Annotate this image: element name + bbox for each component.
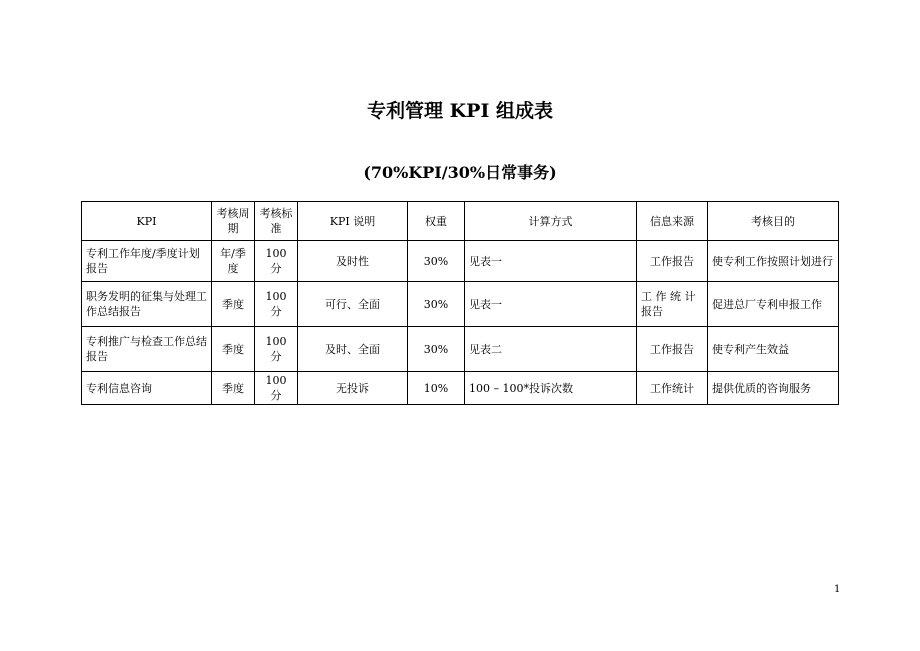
cell-standard: 100 分 <box>255 282 298 327</box>
cell-kpi: 专利信息咨询 <box>82 372 212 405</box>
page-number: 1 <box>834 584 841 595</box>
table-row <box>82 241 839 282</box>
cell-weight: 30% <box>408 327 465 372</box>
cell-calculation: 见表二 <box>465 327 637 372</box>
cell-source: 工 作 统 计 报告 <box>637 282 708 327</box>
cell-purpose: 使专利产生效益 <box>708 327 839 372</box>
cell-weight: 10% <box>408 372 465 405</box>
cell-source: 工作统计 <box>637 372 708 405</box>
cell-calculation: 100 – 100*投诉次数 <box>465 372 637 405</box>
table-row <box>82 372 839 405</box>
cell-period: 季度 <box>212 372 255 405</box>
table-header-row <box>82 202 839 241</box>
cell-purpose: 提供优质的咨询服务 <box>708 372 839 405</box>
kpi-table <box>81 201 839 405</box>
header-source: 信息来源 <box>637 202 708 241</box>
document-subtitle: (70%KPI/30%日常事务) <box>363 163 557 182</box>
header-weight: 权重 <box>408 202 465 241</box>
cell-purpose: 促进总厂专利申报工作 <box>708 282 839 327</box>
cell-standard: 100 分 <box>255 327 298 372</box>
cell-period: 季度 <box>212 327 255 372</box>
cell-kpi: 专利推广与检查工作总结报告 <box>82 327 212 372</box>
cell-source: 工作报告 <box>637 327 708 372</box>
cell-purpose: 使专利工作按照计划进行 <box>708 241 839 282</box>
cell-source: 工作报告 <box>637 241 708 282</box>
document-title: 专利管理 KPI 组成表 <box>367 100 553 122</box>
cell-period: 年/季度 <box>212 241 255 282</box>
cell-description: 及时、全面 <box>298 327 408 372</box>
table-row <box>82 282 839 327</box>
cell-description: 及时性 <box>298 241 408 282</box>
cell-calculation: 见表一 <box>465 241 637 282</box>
cell-weight: 30% <box>408 241 465 282</box>
cell-description: 可行、全面 <box>298 282 408 327</box>
cell-description: 无投诉 <box>298 372 408 405</box>
cell-weight: 30% <box>408 282 465 327</box>
header-calculation: 计算方式 <box>465 202 637 241</box>
header-standard: 考核标准 <box>255 202 298 241</box>
header-purpose: 考核目的 <box>708 202 839 241</box>
cell-kpi: 专利工作年度/季度计划报告 <box>82 241 212 282</box>
header-period: 考核周期 <box>212 202 255 241</box>
cell-period: 季度 <box>212 282 255 327</box>
header-kpi: KPI <box>82 202 212 241</box>
cell-standard: 100 分 <box>255 372 298 405</box>
table-row <box>82 327 839 372</box>
cell-standard: 100 分 <box>255 241 298 282</box>
header-description: KPI 说明 <box>298 202 408 241</box>
cell-kpi: 职务发明的征集与处理工作总结报告 <box>82 282 212 327</box>
cell-calculation: 见表一 <box>465 282 637 327</box>
